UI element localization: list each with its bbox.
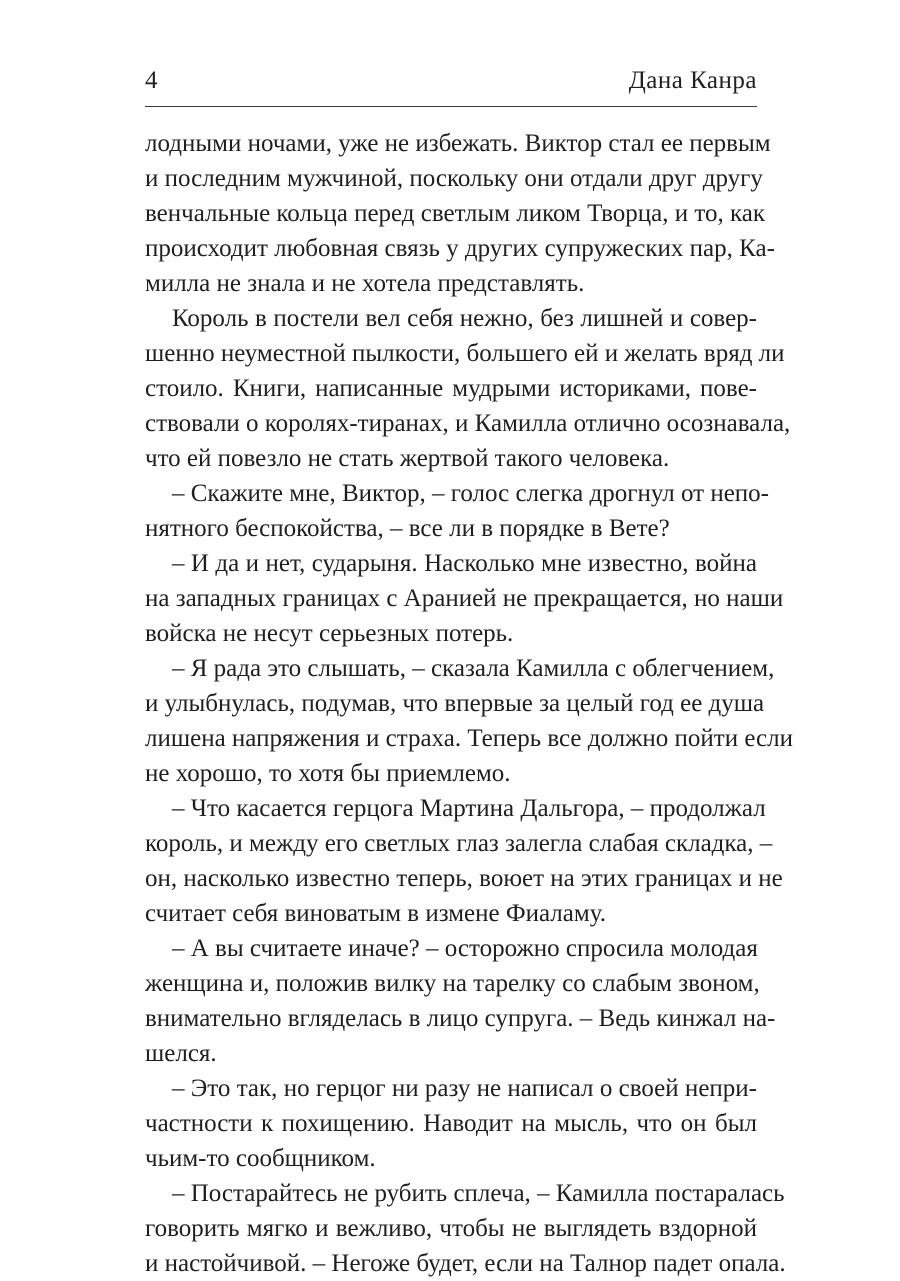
text-line: чьим-то сообщником.	[145, 1145, 376, 1172]
text-line: и последним мужчиной, поскольку они отдали друг другу	[145, 165, 763, 192]
text-line: – Постарайтесь не рубить сплеча, – Камилла постаралась	[172, 1180, 785, 1207]
text-line: не хорошо, то хотя бы приемлемо.	[145, 760, 511, 787]
text-line: – А вы считаете иначе? – осторожно спросила молодая	[172, 935, 758, 962]
text-line: – Что касается герцога Мартина Дальгора, – продолжал	[172, 795, 766, 822]
text-line: считает себя виноватым в измене Фиаламу.	[145, 900, 606, 927]
text-line: и настойчивой. – Негоже будет, если на Талнор падет опала.	[145, 1250, 786, 1277]
text-line: – Это так, но герцог ни разу не написал о своей непри-	[172, 1075, 757, 1102]
text-line: – И да и нет, сударыня. Насколько мне известно, война	[172, 550, 757, 577]
header-rule	[145, 106, 757, 107]
text-line: – Я рада это слышать, – сказала Камилла с облегчением,	[172, 655, 775, 682]
running-header	[145, 66, 757, 102]
page-number: 4	[145, 67, 158, 94]
text-line: и улыбнулась, подумав, что впервые за целый год ее душа	[145, 690, 765, 717]
text-line: ствовали о королях-тиранах, и Камилла отлично осознавала,	[145, 410, 791, 437]
text-line: милла не знала и не хотела представлять.	[145, 270, 585, 297]
text-line: король, и между его светлых глаз залегла слабая складка, –	[145, 830, 773, 857]
text-line: внимательно вгляделась в лицо супруга. – Ведь кинжал на-	[145, 1005, 776, 1032]
text-line: венчальные кольца перед светлым ликом Творца, и то, как	[145, 200, 765, 227]
text-line: на западных границах с Аранией не прекращается, но наши	[145, 585, 784, 612]
text-line: происходит любовная связь у других супружеских пар, Ка-	[145, 235, 775, 262]
text-line: частности к похищению. Наводит на мысль, что он был	[145, 1110, 757, 1137]
text-line: шелся.	[145, 1040, 217, 1067]
text-line: – Скажите мне, Виктор, – голос слегка дрогнул от непо-	[172, 480, 770, 507]
text-line: лодными ночами, уже не избежать. Виктор стал ее первым	[145, 130, 771, 157]
text-line: говорить мягко и вежливо, чтобы не выглядеть вздорной	[145, 1215, 757, 1242]
text-line: шенно неуместной пылкости, большего ей и желать вряд ли	[145, 340, 785, 367]
text-line: он, насколько известно теперь, воюет на этих границах и не	[145, 865, 783, 892]
text-line: стоило. Книги, написанные мудрыми историками, пове-	[145, 375, 757, 402]
text-line: лишена напряжения и страха. Теперь все должно пойти если	[145, 725, 794, 752]
text-line: что ей повезло не стать жертвой такого человека.	[145, 445, 670, 472]
text-line: женщина и, положив вилку на тарелку со слабым звоном,	[145, 970, 760, 997]
text-line: Король в постели вел себя нежно, без лишней и совер-	[172, 305, 757, 332]
text-line: нятного беспокойства, – все ли в порядке в Вете?	[145, 515, 670, 542]
running-title-author: Дана Канра	[628, 67, 757, 94]
body-text	[145, 126, 794, 1281]
text-line: войска не несут серьезных потерь.	[145, 620, 514, 647]
